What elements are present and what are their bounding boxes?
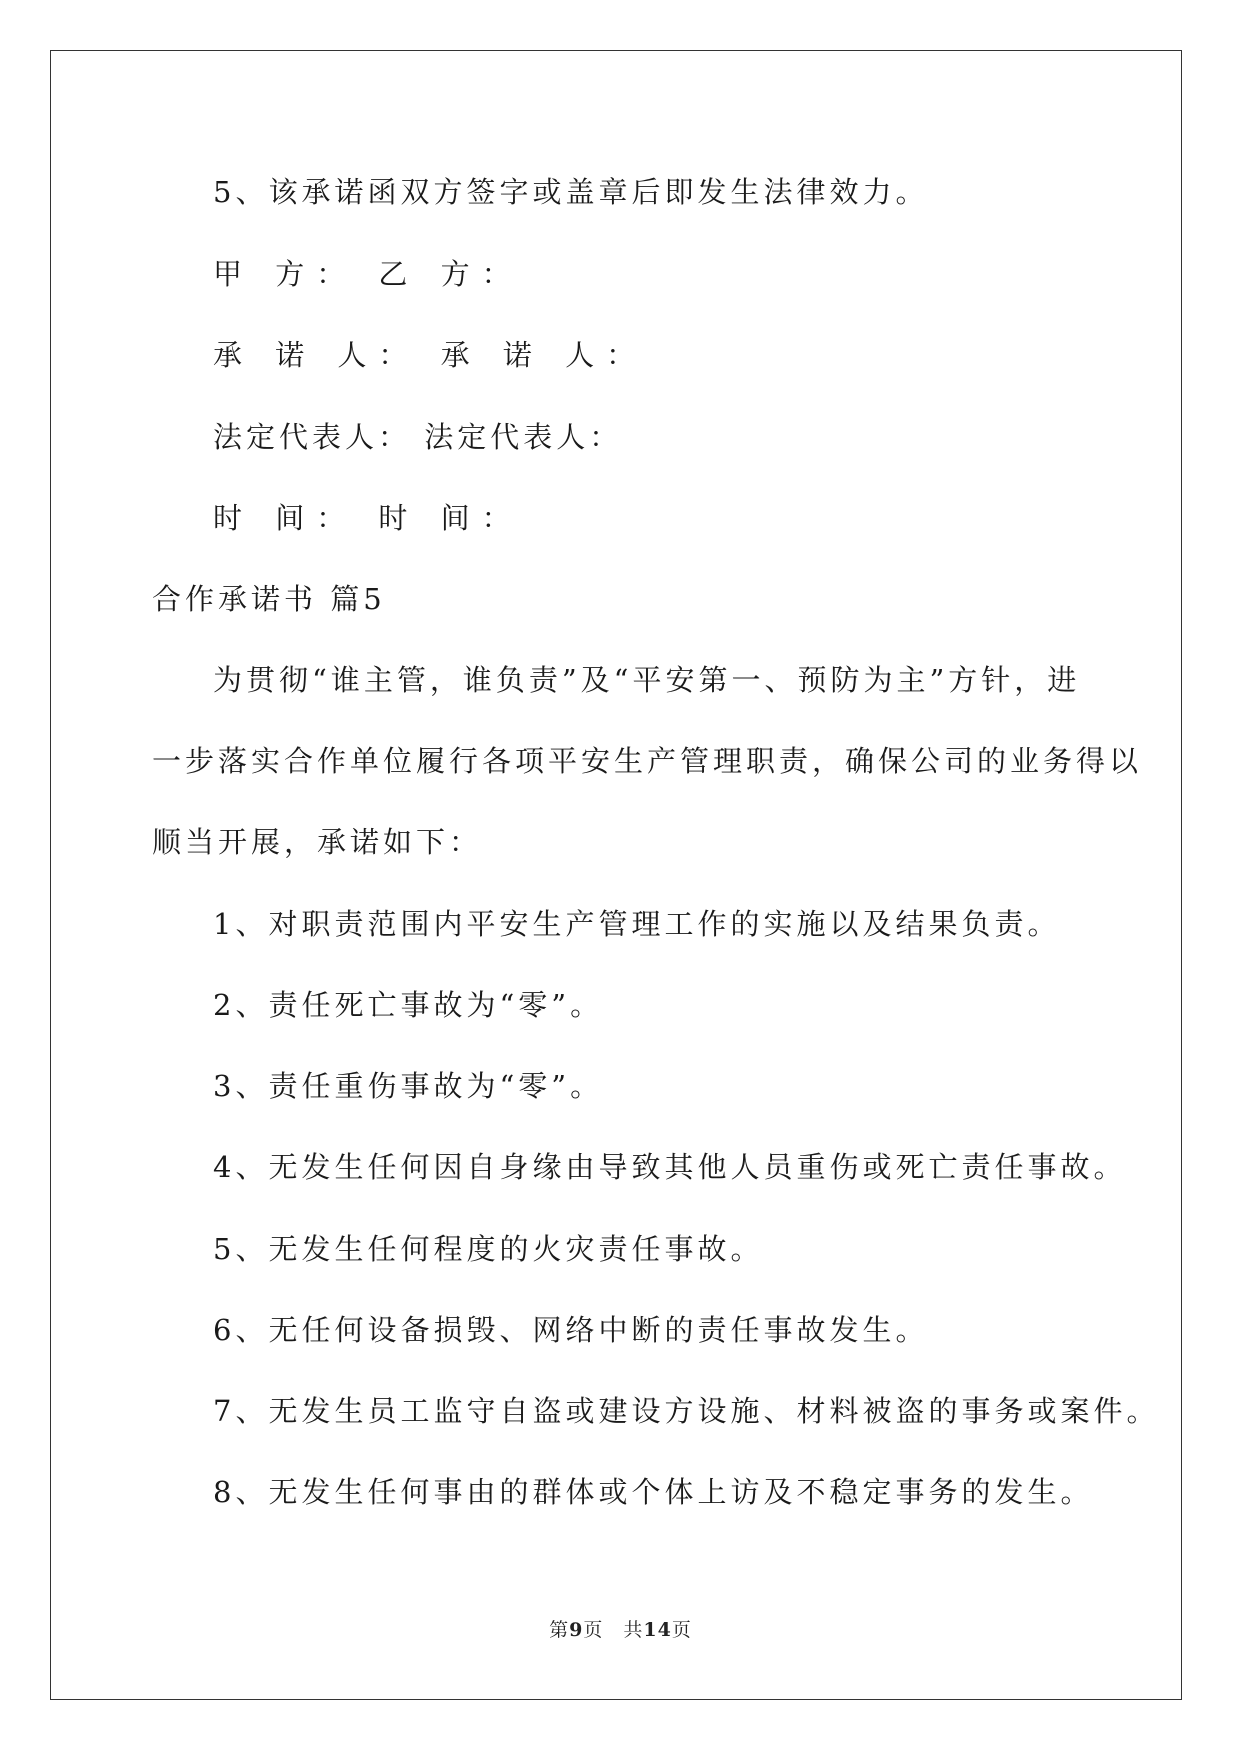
commitment-item-6: 6、无任何设备损毁、网络中断的责任事故发生。	[213, 1313, 929, 1347]
promisor-labels: 承 诺 人： 承 诺 人：	[213, 338, 648, 372]
section-heading: 合作承诺书 篇5	[152, 582, 386, 616]
party-labels: 甲 方： 乙 方：	[213, 257, 523, 291]
clause-5-effect: 5、该承诺函双方签字或盖章后即发生法律效力。	[213, 175, 929, 209]
commitment-item-5: 5、无发生任何程度的火灾责任事故。	[213, 1232, 764, 1266]
page-footer	[0, 1615, 1241, 1642]
total-page-count: 14	[643, 1619, 672, 1641]
commitment-item-1: 1、对职责范围内平安生产管理工作的实施以及结果负责。	[213, 907, 1061, 941]
commitment-item-3: 3、责任重伤事故为“零”。	[213, 1069, 604, 1103]
commitment-item-2: 2、责任死亡事故为“零”。	[213, 988, 604, 1022]
commitment-item-4: 4、无发生任何因自身缘由导致其他人员重伤或死亡责任事故。	[213, 1150, 1127, 1184]
date-labels: 时 间： 时 间：	[213, 501, 523, 535]
intro-paragraph-line-1: 为贯彻“谁主管，谁负责”及“平安第一、预防为主”方针，进	[213, 663, 1081, 697]
current-page-number: 9	[569, 1619, 584, 1641]
intro-paragraph-line-3: 顺当开展，承诺如下：	[152, 825, 483, 859]
commitment-item-7: 7、无发生员工监守自盗或建设方设施、材料被盗的事务或案件。	[213, 1394, 1160, 1428]
footer-suffix: 页	[671, 1619, 692, 1641]
page-border	[50, 50, 1182, 1700]
footer-mid: 页 共	[583, 1619, 644, 1641]
legal-rep-labels: 法定代表人： 法定代表人：	[213, 420, 623, 454]
commitment-item-8: 8、无发生任何事由的群体或个体上访及不稳定事务的发生。	[213, 1475, 1094, 1509]
footer-prefix: 第	[549, 1619, 570, 1641]
intro-paragraph-line-2: 一步落实合作单位履行各项平安生产管理职责，确保公司的业务得以	[152, 744, 1143, 778]
